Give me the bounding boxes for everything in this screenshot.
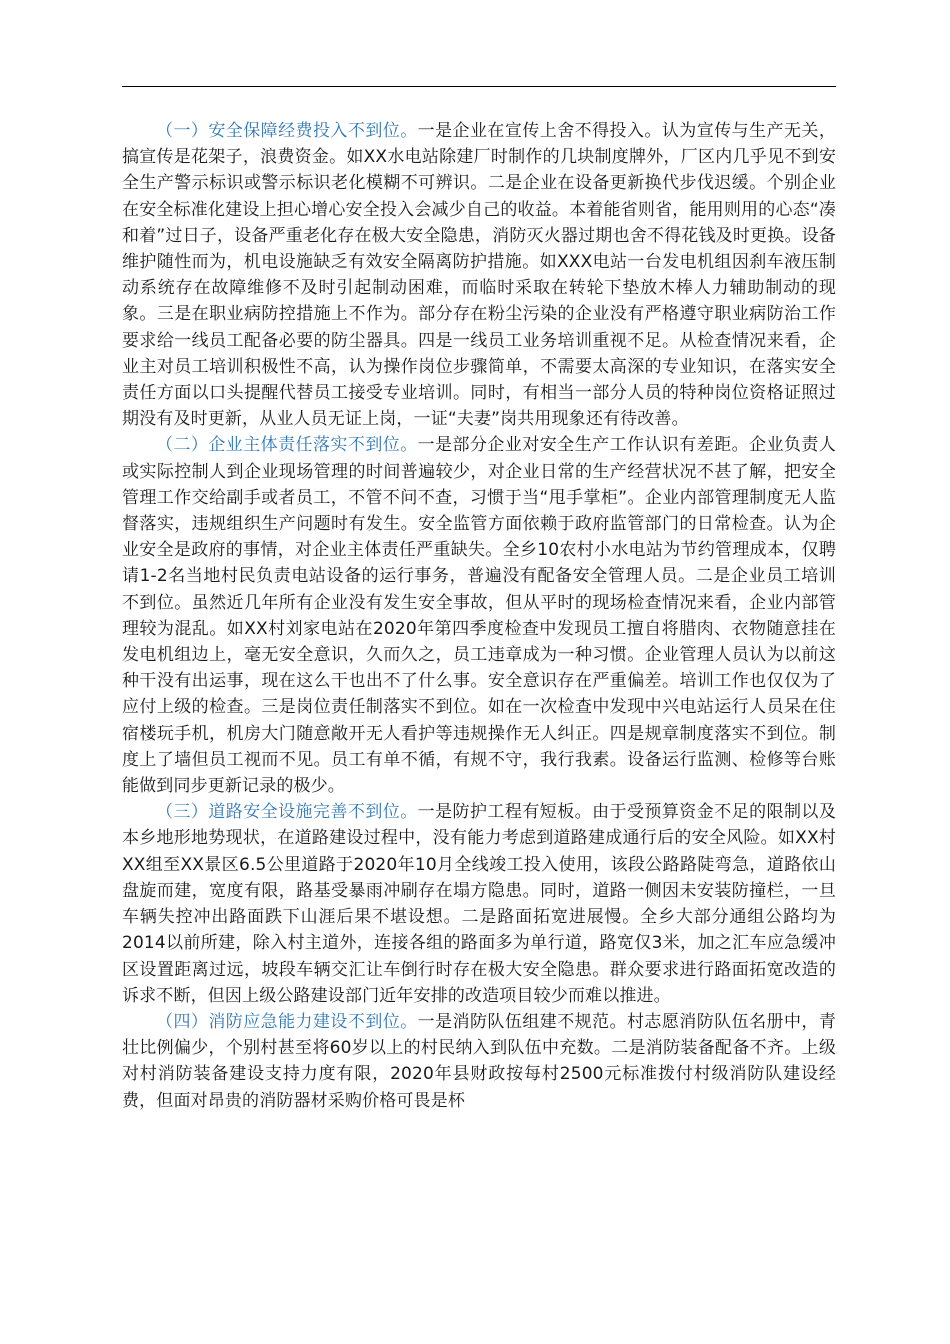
paragraph-fire-emergency [122, 1009, 836, 1114]
header-rule [122, 86, 836, 87]
section-body-road-safety: 一是防护工程有短板。由于受预算资金不足的限制以及本乡地形地势现状，在道路建设过程中，没有能力考虑到道路建成通行后的安全风险。如XX村XX组至XX景区6.5公里道路于2020年10月全线竣工投入使用，该段公路路陡弯急，道路依山盘旋而建，宽度有限，路基受暴雨冲刷存在塌方隐患。同时，道路一侧因未安装防撞栏，一旦车辆失控冲出路面跌下山涯后果不堪设想。二是路面拓宽进展慢。全乡大部分通组公路均为2014以前所建，除入村主道外，连接各组的路面多为单行道，路宽仅3米，加之汇车应急缓冲区设置距离过远，坡段车辆交汇让车倒行时存在极大安全隐患。群众要求进行路面拓宽改造的诉求不断，但因上级公路建设部门近年安排的改造项目较少而难以推进。 [122, 802, 836, 1006]
section-body-fire-emergency: 一是消防队伍组建不规范。村志愿消防队伍名册中，青壮比例偏少，个别村甚至将60岁以上的村民纳入到队伍中充数。二是消防装备配备不齐。上级对村消防装备建设支持力度有限，2020年县财政按每村2500元标准拨付村级消防队建设经费，但面对昂贵的消防器材采购价格可畏是杯 [122, 1011, 836, 1111]
document-body [122, 118, 836, 1114]
paragraph-road-safety [122, 799, 836, 1009]
section-body-funding: 一是企业在宣传上舍不得投入。认为宣传与生产无关，搞宣传是花架子，浪费资金。如XX水电站除建厂时制作的几块制度牌外，厂区内几乎见不到安全生产警示标识或警示标识老化模糊不可辨识。二是企业在设备更新换代步伐迟缓。个别企业在安全标准化建设上担心增心安全投入会减少自己的收益。本着能省则省，能用则用的心态“凑和着”过日子，设备严重老化存在极大安全隐患，消防灭火器过期也舍不得花钱及时更换。设备维护随性而为，机电设施缺乏有效安全隔离防护措施。如XXX电站一台发电机组因刹车液压制动系统存在故障维修不及时引起制动困难，而临时采取在转轮下垫放木棒人力辅助制动的现象。三是在职业病防控措施上不作为。部分存在粉尘污染的企业没有严格遵守职业病防治工作要求给一线员工配备必要的防尘器具。四是一线员工业务培训重视不足。从检查情况来看，企业主对员工培训积极性不高，认为操作岗位步骤简单，不需要太高深的专业知识，在落实安全责任方面以口头提醒代替员工接受专业培训。同时，有相当一部分人员的特种岗位资格证照过期没有及时更新，从业人员无证上岗，一证“夫妻”岗共用现象还有待改善。 [122, 121, 836, 430]
paragraph-responsibility [122, 432, 836, 799]
paragraph-funding [122, 118, 836, 432]
section-heading-funding: （一）安全保障经费投入不到位。 [156, 121, 418, 141]
section-heading-fire-emergency: （四）消防应急能力建设不到位。 [156, 1011, 418, 1032]
section-heading-responsibility: （二）企业主体责任落实不到位。 [156, 435, 418, 456]
section-body-responsibility: 一是部分企业对安全生产工作认识有差距。企业负责人或实际控制人到企业现场管理的时间普遍较少，对企业日常的生产经营状况不甚了解，把安全管理工作交给副手或者员工，不管不问不查，习惯于当“甩手掌柜”。企业内部管理制度无人监督落实，违规组织生产问题时有发生。安全监管方面依赖于政府监管部门的日常检查。认为企业安全是政府的事情，对企业主体责任严重缺失。全乡10农村小水电站为节约管理成本，仅聘请1-2名当地村民负责电站设备的运行事务，普遍没有配备安全管理人员。二是企业员工培训不到位。虽然近几年所有企业没有发生安全事故，但从平时的现场检查情况来看，企业内部管理较为混乱。如XX村刘家电站在2020年第四季度检查中发现员工擅自将腊肉、衣物随意挂在发电机组边上，毫无安全意识，久而久之，员工违章成为一种习惯。企业管理人员认为以前这种干没有出运事，现在这么干也出不了什么事。安全意识存在严重偏差。培训工作也仅仅为了应付上级的检查。三是岗位责任制落实不到位。如在一次检查中发现中兴电站运行人员呆在住宿楼玩手机，机房大门随意敞开无人看护等违规操作无人纠正。四是规章制度落实不到位。制度上了墙但员工视而不见。员工有单不循，有规不守，我行我素。设备运行监测、检修等台账能做到同步更新记录的极少。 [122, 435, 836, 797]
section-heading-road-safety: （三）道路安全设施完善不到位。 [156, 802, 418, 823]
